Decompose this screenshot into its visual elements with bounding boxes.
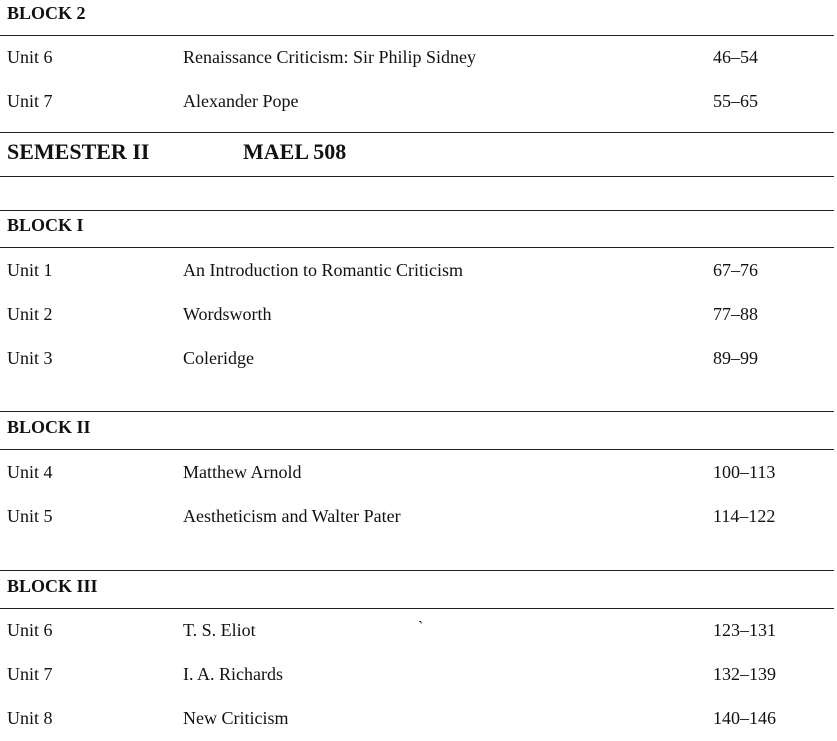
divider bbox=[0, 35, 834, 36]
unit-label: Unit 6 bbox=[7, 620, 53, 640]
unit-title: Coleridge bbox=[183, 348, 254, 368]
block-2-heading: BLOCK 2 bbox=[7, 3, 86, 23]
divider bbox=[0, 449, 834, 450]
toc-row bbox=[0, 46, 837, 68]
unit-title: Renaissance Criticism: Sir Philip Sidney bbox=[183, 47, 476, 67]
unit-label: Unit 1 bbox=[7, 260, 53, 280]
unit-label: Unit 7 bbox=[7, 664, 53, 684]
page-range: 123–131 bbox=[713, 620, 776, 640]
page-range: 67–76 bbox=[713, 260, 758, 280]
toc-row bbox=[0, 90, 837, 112]
unit-title: New Criticism bbox=[183, 708, 289, 728]
page-range: 132–139 bbox=[713, 664, 776, 684]
toc-row bbox=[0, 259, 837, 281]
unit-title: Matthew Arnold bbox=[183, 462, 302, 482]
block-ii-heading: BLOCK II bbox=[7, 417, 91, 437]
block-iii-heading: BLOCK III bbox=[7, 576, 98, 596]
unit-title: I. A. Richards bbox=[183, 664, 283, 684]
page-range: 46–54 bbox=[713, 47, 758, 67]
divider bbox=[0, 411, 834, 412]
divider bbox=[0, 132, 834, 133]
page-range: 100–113 bbox=[713, 462, 776, 482]
unit-title: Wordsworth bbox=[183, 304, 272, 324]
unit-label: Unit 2 bbox=[7, 304, 53, 324]
page-range: 114–122 bbox=[713, 506, 776, 526]
unit-label: Unit 3 bbox=[7, 348, 53, 368]
unit-title: Aestheticism and Walter Pater bbox=[183, 506, 401, 526]
divider bbox=[0, 176, 834, 177]
semester-label: SEMESTER II bbox=[7, 139, 150, 164]
page-range: 55–65 bbox=[713, 91, 758, 111]
toc-row bbox=[0, 505, 837, 527]
divider bbox=[0, 210, 834, 211]
unit-label: Unit 4 bbox=[7, 462, 53, 482]
course-code: MAEL 508 bbox=[243, 139, 347, 164]
divider bbox=[0, 570, 834, 571]
page-range: 77–88 bbox=[713, 304, 758, 324]
divider bbox=[0, 608, 834, 609]
toc-row bbox=[0, 707, 837, 729]
page-range: 89–99 bbox=[713, 348, 758, 368]
unit-label: Unit 7 bbox=[7, 91, 53, 111]
toc-row bbox=[0, 303, 837, 325]
block-i-heading: BLOCK I bbox=[7, 215, 84, 235]
unit-label: Unit 6 bbox=[7, 47, 53, 67]
unit-title: T. S. Eliot bbox=[183, 620, 256, 640]
unit-title: An Introduction to Romantic Criticism bbox=[183, 260, 463, 280]
page-range: 140–146 bbox=[713, 708, 776, 728]
unit-label: Unit 5 bbox=[7, 506, 53, 526]
unit-label: Unit 8 bbox=[7, 708, 53, 728]
toc-row bbox=[0, 347, 837, 369]
divider bbox=[0, 247, 834, 248]
toc-row bbox=[0, 663, 837, 685]
toc-row bbox=[0, 461, 837, 483]
stray-mark: ` bbox=[418, 619, 424, 636]
unit-title: Alexander Pope bbox=[183, 91, 299, 111]
